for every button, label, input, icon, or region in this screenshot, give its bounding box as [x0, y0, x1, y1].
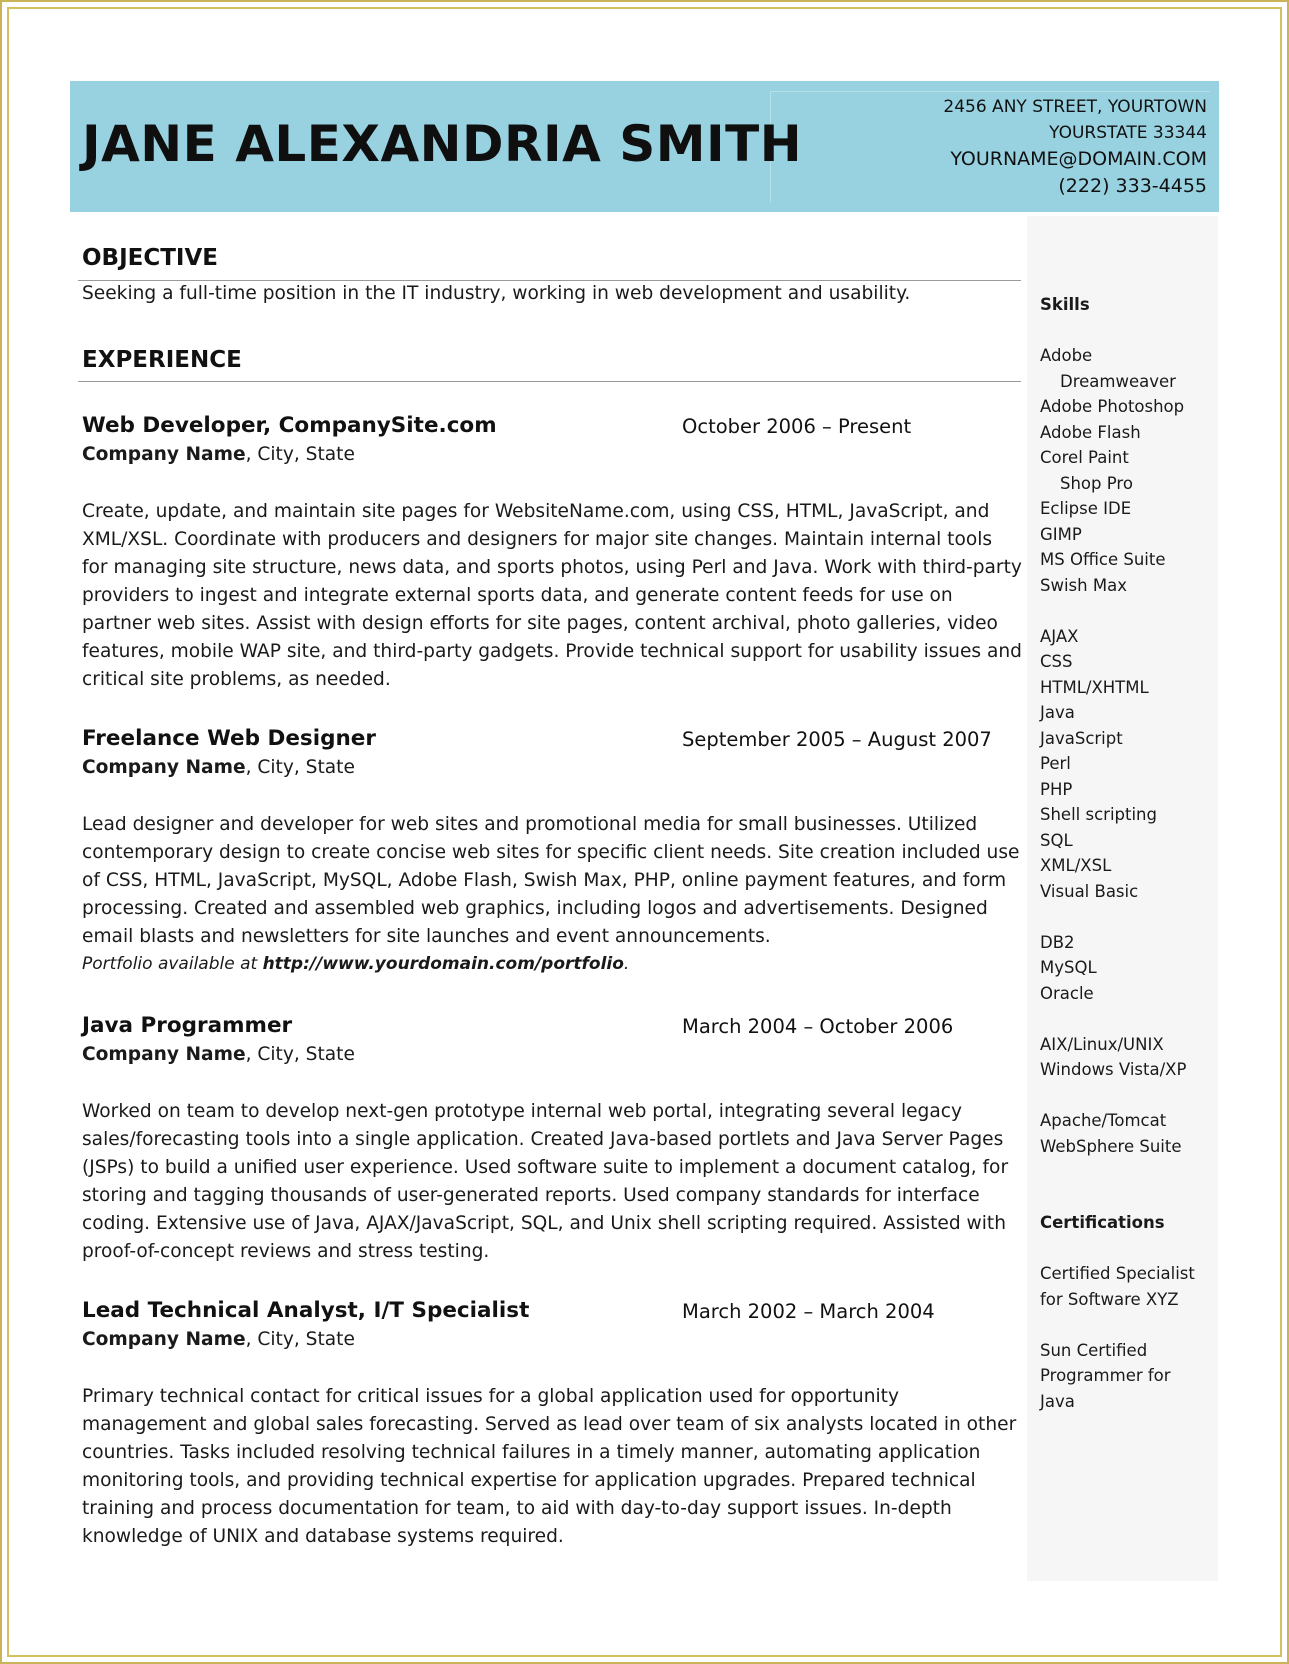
job-company — [82, 757, 355, 778]
job-dates: September 2005 – August 2007 — [682, 728, 992, 751]
job-dates: March 2002 – March 2004 — [682, 1300, 935, 1323]
skill-item: Eclipse IDE — [1040, 499, 1132, 518]
skill-item: Swish Max — [1040, 575, 1127, 595]
spacer — [1040, 1312, 1215, 1338]
spacer — [1040, 1159, 1215, 1185]
spacer — [1040, 1185, 1215, 1211]
skill-item: PHP — [1040, 779, 1073, 799]
skill-item: MS Office Suite — [1040, 550, 1166, 569]
job-dates: March 2004 – October 2006 — [682, 1015, 954, 1038]
skill-item: JavaScript — [1040, 728, 1123, 748]
skill-item: SQL — [1040, 830, 1073, 850]
skill-item: Shop Pro — [1060, 473, 1133, 493]
job-description: Primary technical contact for critical issues for a global application used for opportunity management and global sales forecasting. Served as lead over team of six analysts located in other countries. Tasks included resolving technical failures in a timely manner, automating application monitoring tools, and providing technical expertise for application upgrades. Prepared technical training and process documentation for team, to aid with day-to-day support issues. In-depth knowledge of UNIX and database systems required. — [82, 1386, 1017, 1547]
skill-item: Apache/Tomcat — [1040, 1111, 1167, 1130]
address-line-1: 2456 ANY STREET, YOURTOWN — [943, 97, 1207, 117]
candidate-name: JANE ALEXANDRIA SMITH — [82, 115, 803, 173]
sidebar-content — [1040, 292, 1215, 1414]
email-address: YOURNAME@DOMAIN.COM — [950, 148, 1207, 170]
spacer — [1040, 1006, 1215, 1032]
skill-item: Oracle — [1040, 983, 1094, 1003]
experience-rule — [78, 381, 1021, 382]
skill-item: GIMP — [1040, 524, 1082, 544]
skill-item: Shell scripting — [1040, 805, 1157, 824]
company-name: Company Name — [82, 1329, 246, 1350]
skill-item: Dreamweaver — [1060, 371, 1176, 391]
certifications-heading: Certifications — [1040, 1213, 1165, 1232]
company-location: , City, State — [245, 757, 355, 778]
job-title: Web Developer, CompanySite.com — [82, 413, 497, 438]
certification-item: Java — [1040, 1391, 1075, 1411]
job-company — [82, 1329, 355, 1350]
skill-item: AJAX — [1040, 626, 1079, 646]
job-title: Java Programmer — [82, 1013, 293, 1038]
skill-item: Visual Basic — [1040, 881, 1139, 901]
portfolio-note — [82, 954, 629, 974]
skill-item: MySQL — [1040, 958, 1097, 977]
skill-item: XML/XSL — [1040, 856, 1112, 875]
company-name: Company Name — [82, 444, 246, 465]
header-banner — [70, 81, 1219, 212]
phone-number: (222) 333-4455 — [1058, 175, 1207, 197]
experience-heading: EXPERIENCE — [82, 347, 242, 373]
skill-item: Adobe Flash — [1040, 422, 1141, 442]
job-title: Lead Technical Analyst, I/T Specialist — [82, 1298, 530, 1323]
portfolio-prefix: Portfolio available at — [82, 954, 263, 974]
job-company — [82, 444, 355, 465]
header-divider-horizontal — [770, 91, 1210, 92]
spacer — [1040, 1083, 1215, 1109]
skill-item: Windows Vista/XP — [1040, 1060, 1187, 1079]
job-company — [82, 1044, 355, 1065]
skill-item: Corel Paint — [1040, 448, 1129, 467]
job-dates: October 2006 – Present — [682, 415, 912, 438]
skill-item: Java — [1040, 703, 1075, 722]
spacer — [1040, 318, 1215, 344]
certification-item: Sun Certified — [1040, 1340, 1148, 1360]
skill-item: Adobe Photoshop — [1040, 397, 1185, 416]
skills-heading: Skills — [1040, 295, 1090, 314]
company-location: , City, State — [245, 1329, 355, 1350]
certification-item: Programmer for — [1040, 1366, 1171, 1385]
company-name: Company Name — [82, 757, 246, 778]
job-description: Lead designer and developer for web sites and promotional media for small businesses. Utilized contemporary design to create concise web sites for specific client needs. Site creation included use of CSS, HTML, JavaScript, MySQL, Adobe Flash, Swish Max, PHP, online payment features, and form processing. Created and assembled web graphics, including logos and advertisements. Designed email blasts and newsletters for site launches and event announcements. — [82, 814, 1020, 947]
skill-item: HTML/XHTML — [1040, 677, 1149, 697]
portfolio-link[interactable]: http://www.yourdomain.com/portfolio — [262, 954, 624, 974]
spacer — [1040, 598, 1215, 624]
portfolio-suffix: . — [623, 954, 630, 974]
address-line-2: YOURSTATE 33344 — [1049, 123, 1207, 143]
contact-block — [943, 94, 1207, 200]
spacer — [1040, 1236, 1215, 1262]
objective-heading: OBJECTIVE — [82, 245, 218, 271]
spacer — [1040, 904, 1215, 930]
job-title: Freelance Web Designer — [82, 726, 376, 751]
certification-item: Certified Specialist — [1040, 1264, 1195, 1283]
company-location: , City, State — [245, 444, 355, 465]
skill-item: Perl — [1040, 754, 1071, 773]
skill-item: CSS — [1040, 652, 1073, 671]
skill-item: Adobe — [1040, 346, 1093, 365]
objective-text: Seeking a full-time position in the IT industry, working in web development and usability. — [82, 283, 911, 304]
company-location: , City, State — [245, 1044, 355, 1065]
job-description: Create, update, and maintain site pages for WebsiteName.com, using CSS, HTML, JavaScript, and XML/XSL. Coordinate with producers and designers for major site changes. Maintain internal tools for managing site structure, news data, and sports photos, using Perl and Java. Work with third-party providers to ingest and integrate external sports data, and generate content feeds for use on partner web sites. Assist with design efforts for site pages, content archival, photo galleries, video features, mobile WAP site, and third-party gadgets. Provide technical support for usability issues and critical site problems, as needed. — [82, 501, 1022, 690]
company-name: Company Name — [82, 1044, 246, 1065]
job-description: Worked on team to develop next-gen prototype internal web portal, integrating several legacy sales/forecasting tools into a single application. Created Java-based portlets and Java Server Pages (JSPs) to build a unified user experience. Used software suite to implement a document catalog, for storing and tagging thousands of user-generated reports. Used company standards for interface coding. Extensive use of Java, AJAX/JavaScript, SQL, and Unix shell scripting required. Assisted with proof-of-concept reviews and stress testing. — [82, 1101, 1009, 1262]
certification-item: for Software XYZ — [1040, 1289, 1179, 1309]
skill-item: WebSphere Suite — [1040, 1136, 1182, 1156]
skill-item: AIX/Linux/UNIX — [1040, 1034, 1164, 1054]
skill-item: DB2 — [1040, 932, 1075, 952]
